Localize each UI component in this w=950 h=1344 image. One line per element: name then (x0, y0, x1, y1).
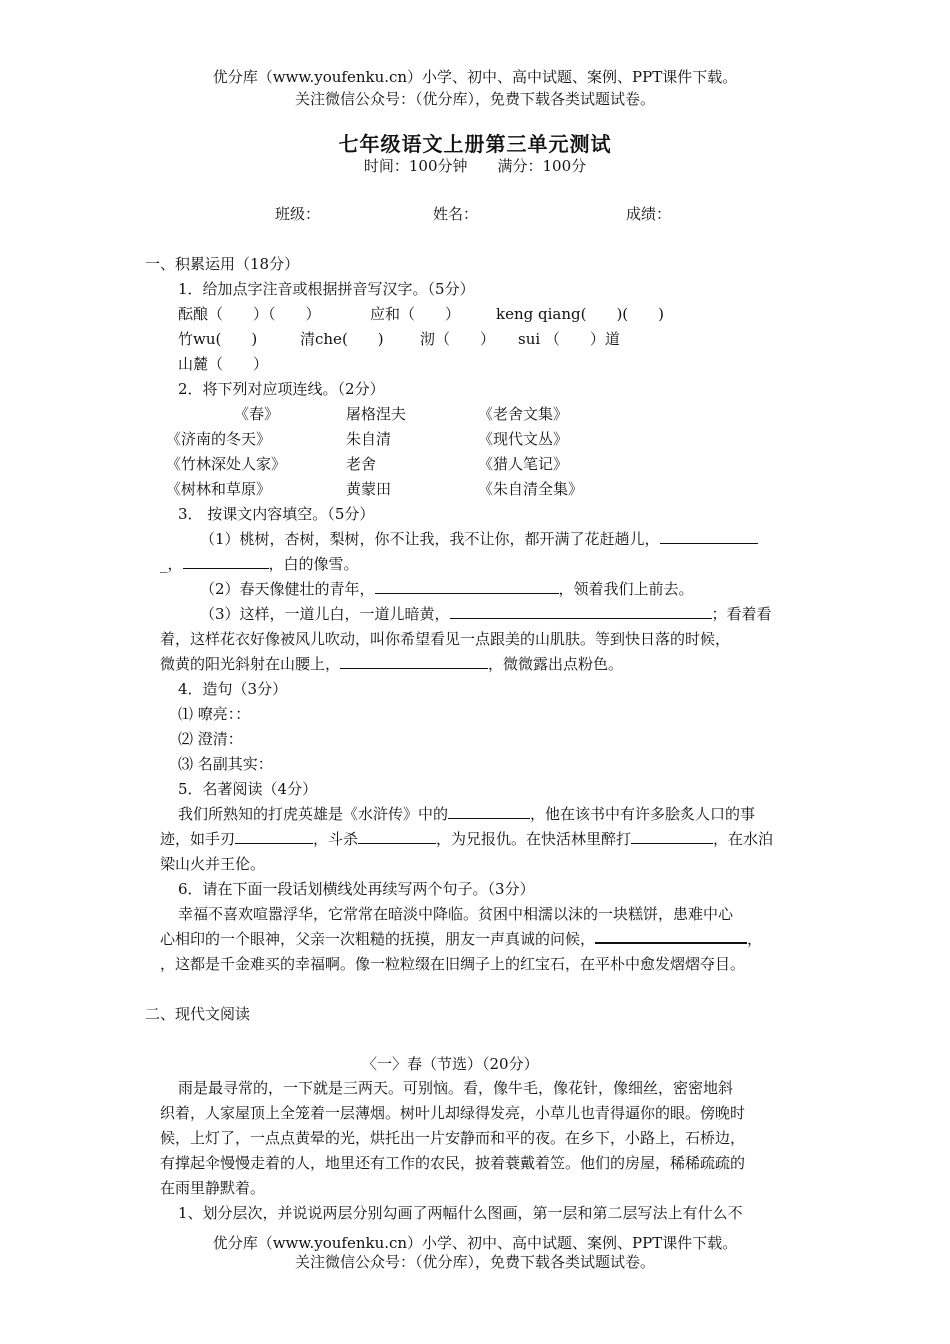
q4-item: ⑵ 澄清： (178, 730, 243, 748)
answer-blank[interactable] (340, 654, 488, 669)
passage-line: 织着，人家屋顶上全笼着一层薄烟。树叶儿却绿得发亮，小草儿也青得逼你的眼。傍晚时 (160, 1104, 746, 1122)
passage-line: 雨是最寻常的，一下就是三两天。可别恼。看，像牛毛，像花针，像细丝，密密地斜 (178, 1079, 734, 1097)
class-label: 班级： (275, 205, 321, 223)
q2-col3-item: 《朱自清全集》 (478, 480, 584, 498)
q3-sentence3-cont: 着，这样花衣好像被风儿吹动，叫你希望看见一点跟美的山肌肤。等到快日落的时候， (160, 630, 731, 648)
q4-item: ⑴ 嘹亮：： (178, 705, 251, 723)
q2-col1-item: 《树林和草原》 (166, 480, 272, 498)
q1-row2-item4: sui （ ）道 (518, 330, 620, 348)
answer-blank[interactable] (183, 554, 269, 569)
q2-col3-item: 《猎人笔记》 (478, 455, 569, 473)
exam-meta: 时间：100分钟 满分：100分 (363, 157, 587, 175)
q2-col1-item: 《竹林深处人家》 (166, 455, 287, 473)
q5-line2: 迹，如手刃 ，斗杀 ，为兄报仇。在快活林里醉打 ，在水泊 (160, 830, 774, 848)
q1-title: 1．给加点字注音或根据拼音写汉字。（5分） (178, 280, 475, 298)
q5-line3: 梁山火并王伦。 (160, 855, 266, 873)
passage-line: 候，上灯了，一点点黄晕的光，烘托出一片安静而和平的夜。在乡下，小路上，石桥边， (160, 1129, 746, 1147)
q4-item: ⑶ 名副其实： (178, 755, 273, 773)
q2-title: 2．将下列对应项连线。（2分） (178, 380, 385, 398)
q2-col3-item: 《老舍文集》 (478, 405, 569, 423)
footer-line-2: 关注微信公众号：（优分库），免费下载各类试题试卷。 (294, 1253, 655, 1271)
passage-line: 在雨里静默着。 (160, 1179, 266, 1197)
q6-line2: 心相印的一个眼神，父亲一次粗糙的抚摸，朋友一声真诚的问候， ， (160, 930, 763, 948)
q1-row2-item1: 竹wu( ) (178, 330, 258, 348)
answer-blank[interactable] (375, 579, 559, 594)
answer-blank[interactable] (358, 829, 436, 844)
page-title: 七年级语文上册第三单元测试 (338, 132, 612, 156)
answer-blank[interactable] (595, 928, 747, 944)
passage-line: 有撑起伞慢慢走着的人，地里还有工作的农民，披着蓑戴着笠。他们的房屋，稀稀疏疏的 (160, 1154, 746, 1172)
q1-row1-item2: 应和（ ） (370, 305, 461, 323)
part1-heading: 一、积累运用（18分） (145, 255, 300, 273)
q3-sentence1: （1）桃树，杏树，梨树，你不让我，我不让你，都开满了花赶趟儿， (200, 528, 758, 549)
q2-col2-item: 黄蒙田 (346, 480, 392, 498)
q6-line3: ，这都是千金难买的幸福啊。像一粒粒缀在旧绸子上的红宝石，在平朴中愈发熠熠夺目。 (160, 955, 746, 973)
answer-blank[interactable] (660, 529, 758, 544)
answer-blank[interactable] (235, 829, 313, 844)
q6-title: 6．请在下面一段话划横线处再续写两个句子。（3分） (178, 880, 535, 898)
q3-title: 3． 按课文内容填空。（5分） (178, 505, 375, 523)
q3-sentence1-cont: _， ，白的像雪。 (160, 555, 359, 573)
q2-col3-item: 《现代文丛》 (478, 430, 569, 448)
header-line-1: 优分库（www.youfenku.cn）小学、初中、高中试题、案例、PPT课件下载。 (212, 68, 738, 86)
q2-col2-item: 屠格涅夫 (346, 405, 407, 423)
part2-heading: 二、现代文阅读 (145, 1005, 251, 1023)
q6-line1: 幸福不喜欢喧嚣浮华，它常常在暗淡中降临。贫困中相濡以沫的一块糕饼，患难中心 (178, 905, 734, 923)
q5-title: 5．名著阅读（4分） (178, 780, 318, 798)
answer-blank[interactable] (448, 804, 530, 819)
header-line-2: 关注微信公众号：（优分库），免费下载各类试题试卷。 (294, 90, 655, 108)
q3-sentence2: （2）春天像健壮的青年， ，领着我们上前去。 (200, 580, 694, 598)
score-label: 成绩： (626, 205, 672, 223)
name-label: 姓名： (433, 205, 479, 223)
q3-sentence3: （3）这样，一道儿白，一道儿暗黄， ；看着看 (200, 605, 772, 623)
answer-blank[interactable] (631, 829, 713, 844)
q3-sentence3-end: 微黄的阳光斜射在山腰上， ，微微露出点粉色。 (160, 655, 624, 673)
q1-row1-item3: keng qiang( )( ) (496, 305, 665, 323)
q1-row2-item3: 沏（ ） (420, 330, 496, 348)
footer-line-1: 优分库（www.youfenku.cn）小学、初中、高中试题、案例、PPT课件下载。 (212, 1234, 738, 1252)
q1-row1-item1: 酝酿（ ）（ ） (178, 305, 321, 323)
q4-title: 4．造句（3分） (178, 680, 288, 698)
q2-col2-item: 老舍 (346, 455, 377, 473)
q1-row3: 山麓（ ） (178, 355, 269, 373)
q2-col2-item: 朱自清 (346, 430, 392, 448)
reading-question-1: 1、划分层次，并说说两层分别勾画了两幅什么图画，第一层和第二层写法上有什么不 (178, 1204, 743, 1222)
q1-row2-item2: 清che( ) (300, 330, 384, 348)
passage-subtitle: 〈一〉春（节选）（20分） (362, 1055, 539, 1073)
q2-col1-item: 《春》 (234, 405, 280, 423)
q2-col1-item: 《济南的冬天》 (166, 430, 272, 448)
answer-blank[interactable] (450, 604, 712, 619)
q5-line1: 我们所熟知的打虎英雄是《水浒传》中的 ，他在该书中有许多脍炙人口的事 (178, 805, 756, 823)
